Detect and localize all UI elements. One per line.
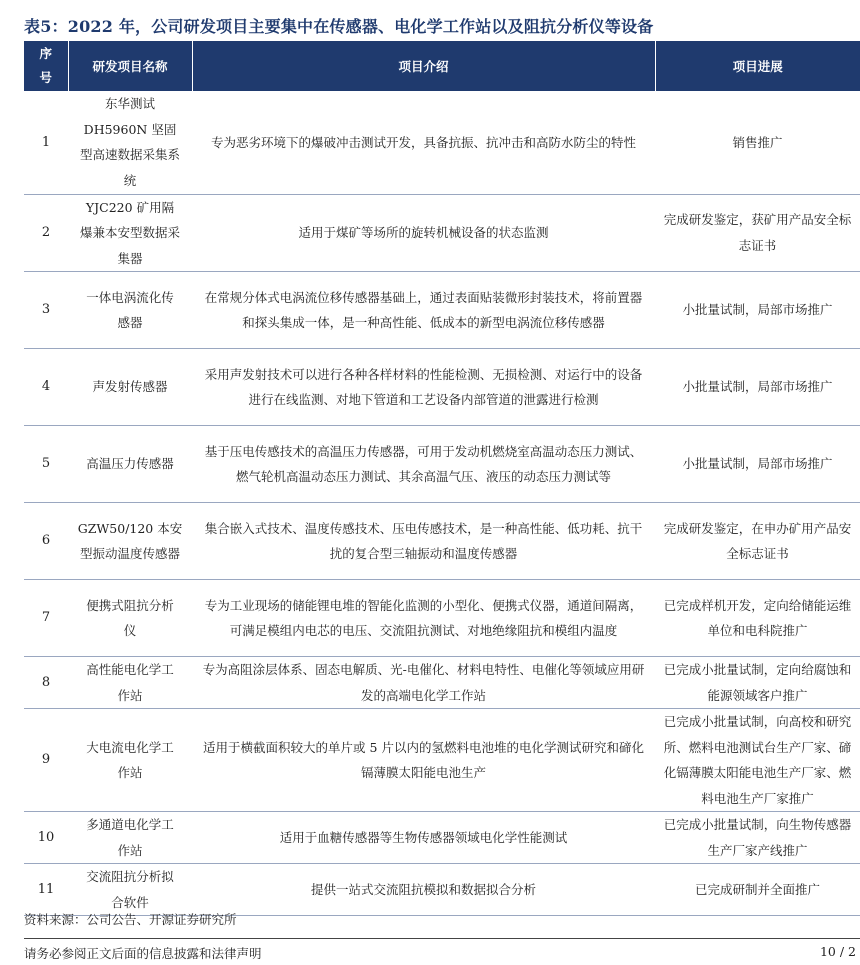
cell-intro: 在常规分体式电涡流位移传感器基础上，通过表面贴装微形封装技术，将前置器和探头集成一体，是一种高性能、低成本的新型电涡流位移传感器 bbox=[192, 272, 655, 349]
cell-intro: 适用于煤矿等场所的旋转机械设备的状态监测 bbox=[192, 194, 655, 272]
cell-progress: 小批量试制，局部市场推广 bbox=[655, 272, 860, 349]
cell-intro: 专为高阻涂层体系、固态电解质、光-电催化、材料电特性、电催化等领域应用研发的高端电化学工作站 bbox=[192, 657, 655, 709]
cell-progress: 已完成样机开发，定向给储能运维单位和电科院推广 bbox=[655, 580, 860, 657]
footer-divider bbox=[24, 938, 860, 939]
cell-intro: 采用声发射技术可以进行各种各样材料的性能检测、无损检测、对运行中的设备进行在线监测、对地下管道和工艺设备内部管道的泄露进行检测 bbox=[192, 349, 655, 426]
cell-name: GZW50/120 本安型振动温度传感器 bbox=[68, 503, 192, 580]
rd-projects-table bbox=[24, 41, 860, 916]
cell-progress: 完成研发鉴定，获矿用产品安全标志证书 bbox=[655, 194, 860, 272]
cell-no: 11 bbox=[24, 864, 68, 916]
cell-intro: 适用于横截面积较大的单片或 5 片以内的氢燃料电池堆的电化学测试研究和碲化镉薄膜太阳能电池生产 bbox=[192, 709, 655, 812]
cell-name: 交流阻抗分析拟合软件 bbox=[68, 864, 192, 916]
cell-no: 9 bbox=[24, 709, 68, 812]
cell-name: 高性能电化学工作站 bbox=[68, 657, 192, 709]
table-row bbox=[24, 864, 860, 916]
table-row bbox=[24, 349, 860, 426]
cell-no: 1 bbox=[24, 91, 68, 194]
cell-no: 10 bbox=[24, 812, 68, 864]
cell-progress: 已完成研制并全面推广 bbox=[655, 864, 860, 916]
cell-intro: 适用于血糖传感器等生物传感器领域电化学性能测试 bbox=[192, 812, 655, 864]
table-row bbox=[24, 709, 860, 812]
cell-name: YJC220 矿用隔爆兼本安型数据采集器 bbox=[68, 194, 192, 272]
cell-intro: 专为恶劣环境下的爆破冲击测试开发，具备抗振、抗冲击和高防水防尘的特性 bbox=[192, 91, 655, 194]
cell-no: 4 bbox=[24, 349, 68, 426]
cell-intro: 专为工业现场的储能锂电堆的智能化监测的小型化、便携式仪器，通道间隔离，可满足模组内电芯的电压、交流阻抗测试、对地绝缘阻抗和模组内温度 bbox=[192, 580, 655, 657]
cell-progress: 已完成小批量试制，定向给腐蚀和能源领域客户推广 bbox=[655, 657, 860, 709]
table-title: 表5：2022 年，公司研发项目主要集中在传感器、电化学工作站以及阻抗分析仪等设备 bbox=[24, 17, 654, 36]
cell-intro: 提供一站式交流阻抗模拟和数据拟合分析 bbox=[192, 864, 655, 916]
source-note: 资料来源：公司公告、开源证券研究所 bbox=[24, 912, 237, 927]
cell-no: 5 bbox=[24, 426, 68, 503]
col-header-intro: 项目介绍 bbox=[192, 41, 655, 91]
cell-no: 8 bbox=[24, 657, 68, 709]
cell-name: 便携式阻抗分析仪 bbox=[68, 580, 192, 657]
table-row bbox=[24, 426, 860, 503]
table-row bbox=[24, 503, 860, 580]
cell-progress: 已完成小批量试制，向生物传感器生产厂家产线推广 bbox=[655, 812, 860, 864]
table-row bbox=[24, 580, 860, 657]
cell-intro: 基于压电传感技术的高温压力传感器，可用于发动机燃烧室高温动态压力测试、燃气轮机高温动态压力测试、其余高温气压、液压的动态压力测试等 bbox=[192, 426, 655, 503]
table-row bbox=[24, 657, 860, 709]
cell-progress: 已完成小批量试制，向高校和研究所、燃料电池测试台生产厂家、碲化镉薄膜太阳能电池生产厂家、燃料电池生产厂家推广 bbox=[655, 709, 860, 812]
cell-name: 多通道电化学工作站 bbox=[68, 812, 192, 864]
table-row bbox=[24, 194, 860, 272]
cell-progress: 小批量试制，局部市场推广 bbox=[655, 349, 860, 426]
table-row bbox=[24, 812, 860, 864]
cell-progress: 完成研发鉴定，在申办矿用产品安全标志证书 bbox=[655, 503, 860, 580]
cell-name: 声发射传感器 bbox=[68, 349, 192, 426]
cell-name: 高温压力传感器 bbox=[68, 426, 192, 503]
cell-no: 6 bbox=[24, 503, 68, 580]
table-header-row bbox=[24, 41, 860, 91]
cell-name: 一体电涡流化传感器 bbox=[68, 272, 192, 349]
cell-intro: 集合嵌入式技术、温度传感技术、压电传感技术，是一种高性能、低功耗、抗干扰的复合型三轴振动和温度传感器 bbox=[192, 503, 655, 580]
cell-name: 大电流电化学工作站 bbox=[68, 709, 192, 812]
cell-name: 东华测试 DH5960N 坚固型高速数据采集系统 bbox=[68, 91, 192, 194]
col-header-name: 研发项目名称 bbox=[68, 41, 192, 91]
col-header-progress: 项目进展 bbox=[655, 41, 860, 91]
cell-no: 3 bbox=[24, 272, 68, 349]
cell-progress: 小批量试制，局部市场推广 bbox=[655, 426, 860, 503]
table-row bbox=[24, 91, 860, 194]
cell-no: 2 bbox=[24, 194, 68, 272]
cell-no: 7 bbox=[24, 580, 68, 657]
col-header-no: 序号 bbox=[24, 41, 68, 91]
page-number: 10 / 2 bbox=[819, 944, 856, 959]
footer-disclaimer: 请务必参阅正文后面的信息披露和法律声明 bbox=[24, 946, 262, 961]
table-row bbox=[24, 272, 860, 349]
cell-progress: 销售推广 bbox=[655, 91, 860, 194]
